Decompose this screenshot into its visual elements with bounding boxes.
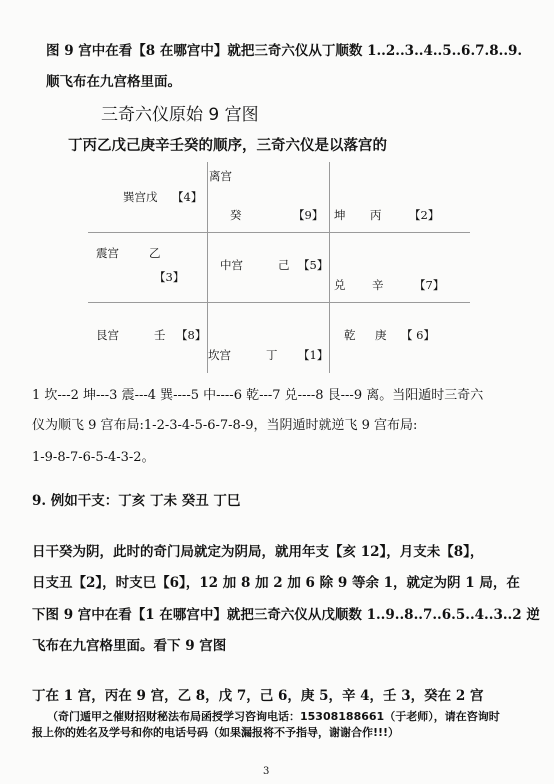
intro-line-1: 图 9 宫中在看【8 在哪宫中】就把三奇六仪从丁顺数 1..2..3..4..5..6.7.8..9. [46, 43, 523, 59]
result-line: 丁在 1 宫，丙在 9 宫，乙 8，戊 7，己 6，庚 5，辛 4，壬 3，癸在 2 宫 [32, 688, 484, 704]
palace-dui-stem: 辛 [372, 278, 384, 292]
contact-note-line-2: 报上你的姓名及学号和你的电话号码（如果漏报将不予指导，谢谢合作!!!） [32, 726, 400, 739]
grid-line-horizontal-2 [88, 302, 470, 303]
body-line-2: 仪为顺飞 9 宫布局:1-2-3-4-5-6-7-8-9，当阴遁时就逆飞 9 宫布局: [32, 418, 418, 433]
palace-li-label: 离宫 [209, 169, 232, 183]
diagram-subtitle: 丁丙乙戊己庚辛壬癸的顺序，三奇六仪是以落宫的 [68, 138, 387, 154]
body-line-5: 日干癸为阴，此时的奇门局就定为阴局，就用年支【亥 12】，月支未【8】， [32, 544, 484, 560]
palace-gen-number: 【8】 [176, 328, 207, 342]
body-line-6: 日支丑【2】，时支巳【6】，12 加 8 加 2 加 6 除 9 等余 1，就定为阴 1 局，在 [32, 575, 520, 591]
palace-xun-label: 巽宫戊 [123, 190, 158, 204]
palace-xun-number: 【4】 [172, 190, 203, 204]
palace-zhong-stem: 己 [278, 258, 290, 272]
palace-kun-number: 【2】 [409, 208, 440, 222]
page-number: 3 [263, 766, 270, 777]
palace-gen-label: 艮宫 [96, 328, 119, 342]
body-line-7: 下图 9 宫中在看【1 在哪宫中】就把三奇六仪从戊顺数 1..9..8..7..6.5..4..3..2 逆 [32, 607, 540, 623]
body-line-8: 飞布在九宫格里面。看下 9 宫图 [32, 638, 227, 654]
nine-palace-grid [88, 162, 470, 373]
palace-li-stem: 癸 [230, 208, 242, 222]
body-line-1: 1 坎---2 坤---3 震---4 巽----5 中----6 乾---7 兑----8 艮---9 离。当阳遁时三奇六 [32, 388, 484, 403]
palace-kan-stem: 丁 [266, 348, 278, 362]
contact-note-line-1: （奇门遁甲之催财招财秘法布局函授学习咨询电话：15308188661（于老师），请在咨询时 [47, 710, 500, 723]
palace-li-number: 【9】 [293, 208, 324, 222]
palace-dui-label: 兑 [334, 278, 346, 292]
palace-zhen-number: 【3】 [154, 270, 185, 284]
palace-qian-number: 【 6】 [401, 328, 435, 342]
palace-qian-label: 乾 [344, 328, 356, 342]
palace-kun-stem: 丙 [370, 208, 382, 222]
diagram-title: 三奇六仪原始 9 宫图 [101, 105, 259, 125]
palace-kan-label: 坎宫 [208, 348, 231, 362]
body-line-3: 1-9-8-7-6-5-4-3-2。 [32, 450, 155, 465]
palace-kan-number: 【1】 [298, 348, 329, 362]
palace-dui-number: 【7】 [414, 278, 445, 292]
palace-zhong-number: 【5】 [298, 258, 329, 272]
palace-zhen-stem: 乙 [149, 246, 161, 260]
grid-line-vertical-2 [329, 162, 330, 373]
palace-zhong-label: 中宫 [220, 258, 243, 272]
palace-zhen-label: 震宫 [96, 246, 119, 260]
palace-qian-stem: 庚 [375, 328, 387, 342]
intro-line-2: 顺飞布在九宫格里面。 [46, 74, 181, 90]
example-heading: 9. 例如干支：丁亥 丁未 癸丑 丁巳 [32, 493, 241, 509]
grid-line-vertical-1 [207, 162, 208, 373]
grid-line-horizontal-1 [88, 232, 470, 233]
palace-kun-label: 坤 [334, 208, 346, 222]
palace-gen-stem: 壬 [154, 328, 166, 342]
